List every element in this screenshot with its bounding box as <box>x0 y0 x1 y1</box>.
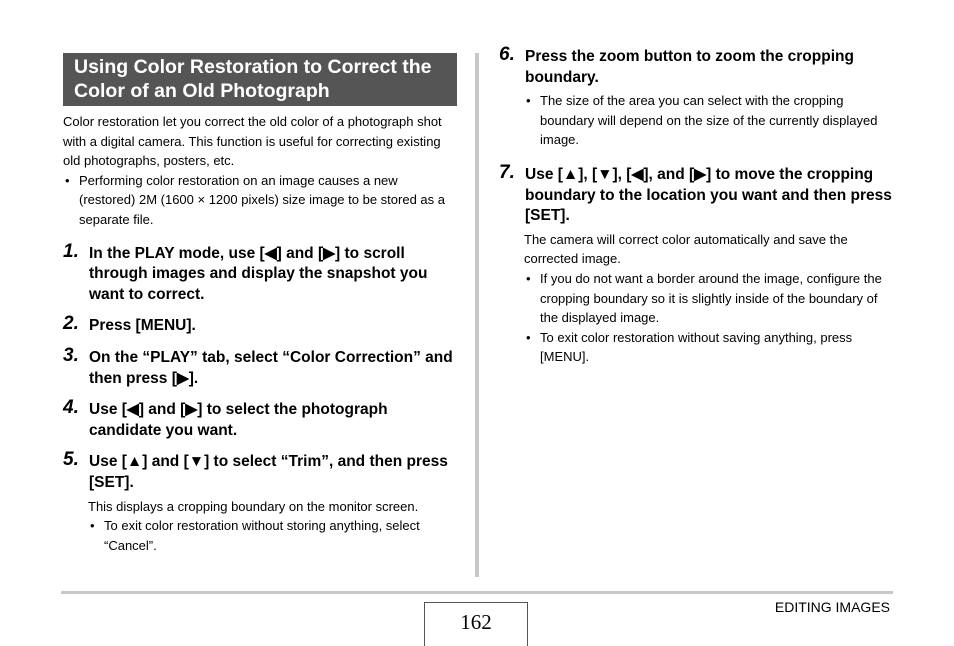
step-bullet-text: The size of the area you can select with the cropping boundary will depend on the size of the currently displayed image. <box>540 93 878 148</box>
step-bullet: • To exit color restoration without saving anything, press [MENU]. <box>526 329 853 365</box>
step-text: On the “PLAY” tab, select “Color Correction” and then press [▶]. <box>89 348 453 387</box>
step-note: The camera will correct color automatically and save the corrected image. <box>524 231 848 267</box>
column-divider <box>475 53 479 577</box>
step-bullet: • To exit color restoration without storing anything, select “Cancel”. <box>90 518 420 553</box>
step-text: Press the zoom button to zoom the cropping boundary. <box>525 48 854 86</box>
step-1 <box>63 240 457 306</box>
step-bullet-text: If you do not want a border around the image, configure the cropping boundary so it is slightly inside of the boundary of the displayed image. <box>540 270 882 326</box>
footer-rule <box>61 591 893 594</box>
section-label: EDITING IMAGES <box>774 599 890 615</box>
intro-text: Color restoration let you correct the old color of a photograph shot with a digital camera. This function is useful for correcting existing old photographs, posters, etc. <box>63 114 442 169</box>
step-number: 7. <box>499 161 515 183</box>
step-bullet: • If you do not want a border around the image, configure the cropping boundary so it is slightly inside of the boundary of the displayed image. <box>526 270 882 326</box>
section-title: Using Color Restoration to Correct the Color of an Old Photograph <box>63 53 457 106</box>
step-3 <box>63 344 457 389</box>
step-number: 6. <box>499 44 515 65</box>
left-column <box>63 53 457 555</box>
step-bullet-text: To exit color restoration without saving anything, press [MENU]. <box>540 329 853 365</box>
intro-bullet-text: Performing color restoration on an image causes a new (restored) 2M (1600 × 1200 pixels) size image to be stored as a separate file. <box>79 172 445 227</box>
step-number: 3. <box>63 344 79 366</box>
step-bullet: • The size of the area you can select with the cropping boundary will depend on the size of the currently displayed image. <box>526 93 878 148</box>
step-4 <box>63 397 457 441</box>
step-5 <box>63 449 457 555</box>
step-text: Press [MENU]. <box>89 317 196 335</box>
step-bullet-text: To exit color restoration without storing anything, select “Cancel”. <box>104 518 420 553</box>
step-number: 1. <box>63 240 79 262</box>
intro-bullet: • Performing color restoration on an image causes a new (restored) 2M (1600 × 1200 pixels) size image to be stored as a separate file. <box>65 172 445 227</box>
step-2 <box>63 313 457 337</box>
step-number: 4. <box>63 397 79 419</box>
step-number: 5. <box>63 449 79 471</box>
step-7 <box>499 161 894 367</box>
right-column <box>499 44 894 367</box>
step-text: In the PLAY mode, use [◀] and [▶] to scroll through images and display the snapshot you want to correct. <box>89 244 428 303</box>
step-6 <box>499 44 894 150</box>
step-text: Use [▲] and [▼] to select “Trim”, and then press [SET]. <box>89 453 448 491</box>
step-number: 2. <box>63 313 79 335</box>
page-number: 162 <box>424 602 528 646</box>
step-text: Use [◀] and [▶] to select the photograph candidate you want. <box>89 401 388 439</box>
step-text: Use [▲], [▼], [◀], and [▶] to move the cropping boundary to the location you want and then press [SET]. <box>525 165 892 225</box>
step-note: This displays a cropping boundary on the monitor screen. <box>88 498 419 514</box>
